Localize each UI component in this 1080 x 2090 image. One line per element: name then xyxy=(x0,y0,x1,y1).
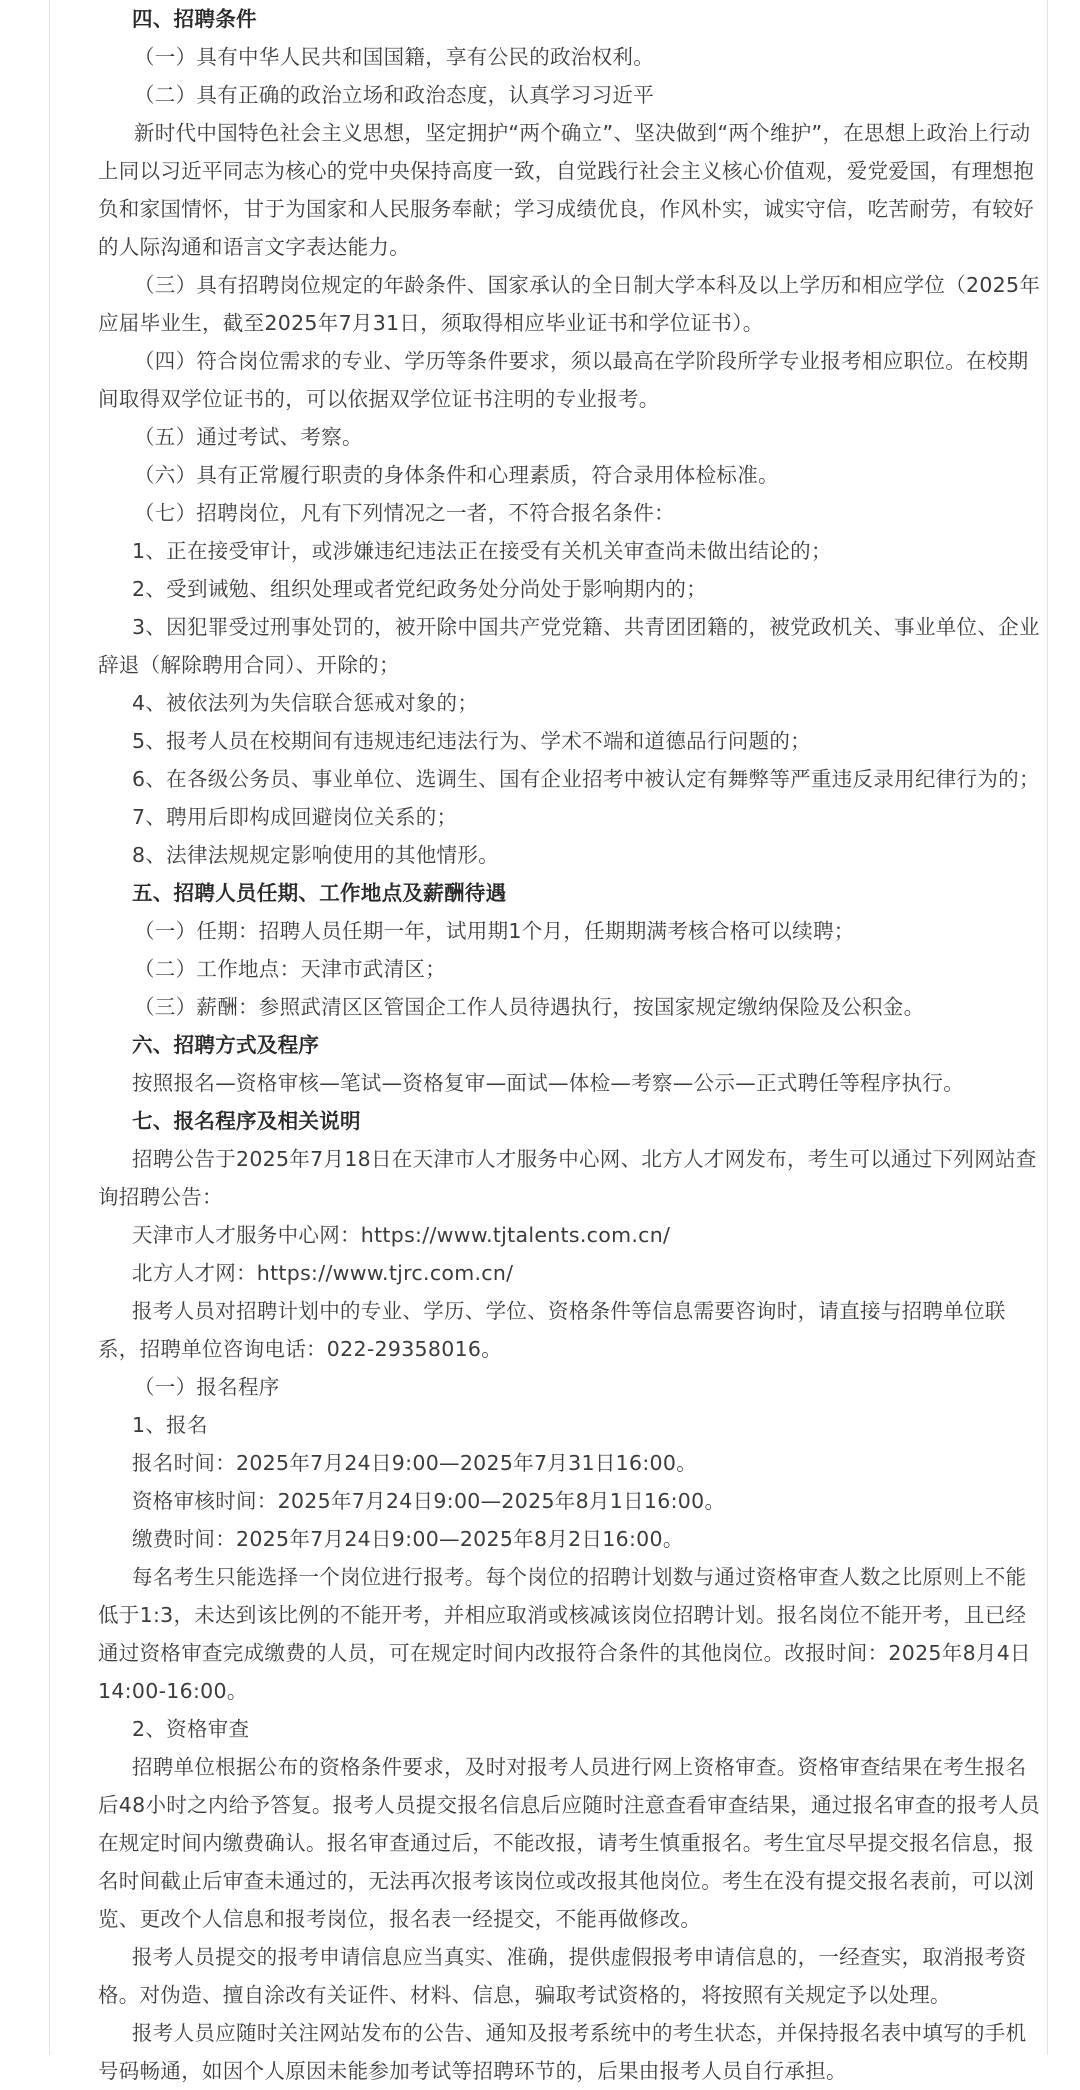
paragraph: （三）具有招聘岗位规定的年龄条件、国家承认的全日制大学本科及以上学历和相应学位（2025年应届毕业生，截至2025年7月31日，须取得相应毕业证书和学位证书）。 xyxy=(98,273,1041,335)
paragraph: 按照报名—资格审核—笔试—资格复审—面试—体检—考察—公示—正式聘任等程序执行。 xyxy=(132,1071,964,1095)
paragraph: 报考人员应随时关注网站发布的公告、通知及报考系统中的考生状态，并保持报名表中填写的手机号码畅通，如因个人原因未能参加考试等招聘环节的，后果由报考人员自行承担。 xyxy=(98,2021,1027,2083)
list-item: 6、在各级公务员、事业单位、选调生、国有企业招考中被认定有舞弊等严重违反录用纪律行为的； xyxy=(132,767,1040,791)
list-item: 4、被依法列为失信联合惩戒对象的； xyxy=(132,691,479,715)
time-line: 缴费时间：2025年7月24日9:00—2025年8月2日16:00。 xyxy=(132,1527,684,1551)
paragraph: （一）具有中华人民共和国国籍，享有公民的政治权利。 xyxy=(134,45,654,69)
paragraph: 报考人员提交的报考申请信息应当真实、准确，提供虚假报考申请信息的，一经查实，取消报考资格。对伪造、擅自涂改有关证件、材料、信息，骗取考试资格的，将按照有关规定予以处理。 xyxy=(98,1945,1027,2007)
paragraph: （三）薪酬：参照武清区区管国企工作人员待遇执行，按国家规定缴纳保险及公积金。 xyxy=(134,995,925,1019)
list-item: 1、正在接受审计，或涉嫌违纪违法正在接受有关机关审查尚未做出结论的； xyxy=(132,539,832,563)
section-heading-6: 六、招聘方式及程序 xyxy=(132,1033,320,1057)
list-item: 7、聘用后即构成回避岗位关系的； xyxy=(132,805,458,829)
website-line: 北方人才网：https://www.tjrc.com.cn/ xyxy=(132,1261,514,1285)
time-line: 资格审核时间：2025年7月24日9:00—2025年8月1日16:00。 xyxy=(132,1489,726,1513)
paragraph: （五）通过考试、考察。 xyxy=(134,425,363,449)
paragraph: （六）具有正常履行职责的身体条件和心理素质，符合录用体检标准。 xyxy=(134,463,779,487)
paragraph: 每名考生只能选择一个岗位进行报考。每个岗位的招聘计划数与通过资格审查人数之比原则上不能低于1:3，未达到该比例的不能开考，并相应取消或核减该岗位招聘计划。报名岗位不能开考，且已经通过资格审查完成缴费的人员，可在规定时间内改报符合条件的其他岗位。改报时间：2025年8月4日14:00-16:00。 xyxy=(98,1565,1031,1703)
website-line: 天津市人才服务中心网：https://www.tjtalents.com.cn/ xyxy=(132,1223,671,1247)
list-item: 8、法律法规规定影响使用的其他情形。 xyxy=(132,843,499,867)
time-line: 报名时间：2025年7月24日9:00—2025年7月31日16:00。 xyxy=(132,1451,698,1475)
paragraph: （四）符合岗位需求的专业、学历等条件要求，须以最高在学阶段所学专业报考相应职位。在校期间取得双学位证书的，可以依据双学位证书注明的专业报考。 xyxy=(98,349,1029,411)
subheading: （一）报名程序 xyxy=(134,1375,280,1399)
list-item: 2、受到诫勉、组织处理或者党纪政务处分尚处于影响期内的； xyxy=(132,577,707,601)
paragraph: 招聘公告于2025年7月18日在天津市人才服务中心网、北方人才网发布，考生可以通过下列网站查询招聘公告： xyxy=(98,1147,1037,1209)
section-heading-4: 四、招聘条件 xyxy=(132,7,257,31)
paragraph: （二）工作地点：天津市武清区； xyxy=(134,957,446,981)
subheading: 2、资格审查 xyxy=(132,1717,250,1741)
left-border xyxy=(49,0,50,2055)
paragraph: （一）任期：招聘人员任期一年，试用期1个月，任期期满考核合格可以续聘； xyxy=(134,919,855,943)
paragraph: 新时代中国特色社会主义思想，坚定拥护“两个确立”、坚决做到“两个维护”，在思想上政治上行动上同以习近平同志为核心的党中央保持高度一致，自觉践行社会主义核心价值观，爱党爱国，有理想抱负和家国情怀，甘于为国家和人民服务奉献；学习成绩优良，作风朴实，诚实守信，吃苦耐劳，有较好的人际沟通和语言文字表达能力。 xyxy=(98,121,1034,259)
right-border xyxy=(1047,0,1048,2055)
subheading: 1、报名 xyxy=(132,1413,208,1437)
list-item: 5、报考人员在校期间有违规违纪违法行为、学术不端和道德品行问题的； xyxy=(132,729,811,753)
paragraph: 报考人员对招聘计划中的专业、学历、学位、资格条件等信息需要咨询时，请直接与招聘单位联系，招聘单位咨询电话：022-29358016。 xyxy=(98,1299,1006,1361)
article-body xyxy=(98,0,1043,2090)
paragraph: （二）具有正确的政治立场和政治态度，认真学习习近平 xyxy=(134,83,654,107)
paragraph: 招聘单位根据公布的资格条件要求，及时对报考人员进行网上资格审查。资格审查结果在考生报名后48小时之内给予答复。报考人员提交报名信息后应随时注意查看审查结果，通过报名审查的报考人员在规定时间内缴费确认。报名审查通过后，不能改报，请考生慎重报名。考生宜尽早提交报名信息，报名时间截止后审查未通过的，无法再次报考该岗位或改报其他岗位。考生在没有提交报名表前，可以浏览、更改个人信息和报考岗位，报名表一经提交，不能再做修改。 xyxy=(98,1755,1040,1931)
paragraph: （七）招聘岗位，凡有下列情况之一者，不符合报名条件： xyxy=(134,501,675,525)
list-item: 3、因犯罪受过刑事处罚的，被开除中国共产党党籍、共青团团籍的，被党政机关、事业单位、企业辞退（解除聘用合同）、开除的； xyxy=(98,615,1040,677)
section-heading-5: 五、招聘人员任期、工作地点及薪酬待遇 xyxy=(132,881,507,905)
section-heading-7: 七、报名程序及相关说明 xyxy=(132,1109,361,1133)
